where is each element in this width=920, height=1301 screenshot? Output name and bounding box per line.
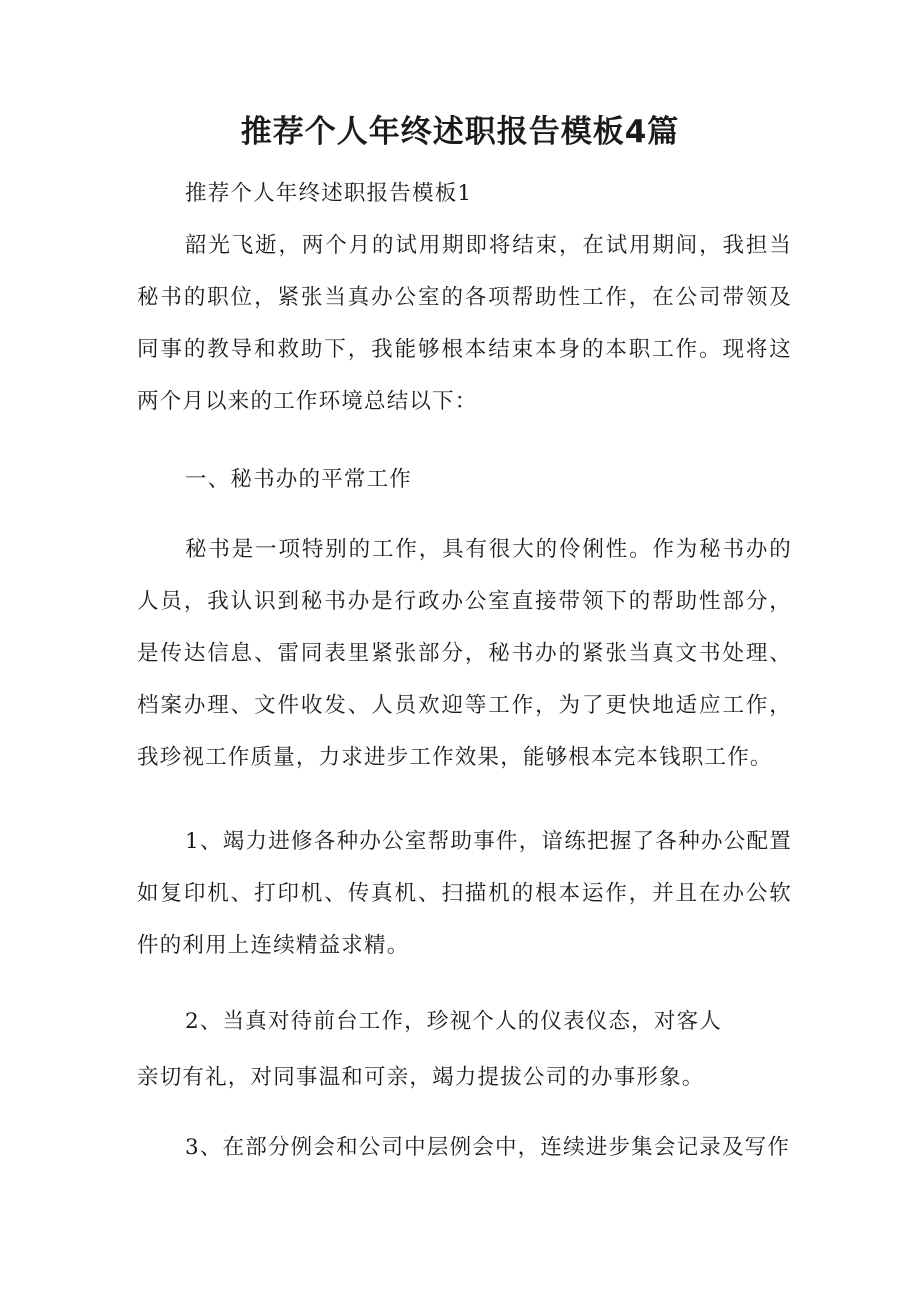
paragraph-item-3: 3、在部分例会和公司中层例会中，连续进步集会记录及写作 — [185, 1135, 791, 1160]
document-title: 推荐个人年终述职报告模板4篇 — [240, 114, 680, 150]
paragraph-item-2-continued: 亲切有礼，对同事温和可亲，竭力提拔公司的办事形象。 — [137, 1065, 705, 1090]
paragraph-heading-1: 一、秘书办的平常工作 — [185, 467, 413, 492]
paragraph-intro: 韶光飞逝，两个月的试用期即将结束，在试用期间，我担当秘书的职位，紧张当真办公室的各项帮助性工作，在公司带领及同事的教导和救助下，我能够根本结束本身的本职工作。现将这两个月以来的工作环境总结以下： — [137, 233, 792, 414]
paragraph-item-1: 1、竭力进修各种办公室帮助事件，谙练把握了各种办公配置如复印机、打印机、传真机、扫描机的根本运作，并且在办公软件的利用上连续精益求精。 — [137, 829, 792, 958]
paragraph-secretary: 秘书是一项特别的工作，具有很大的伶俐性。作为秘书办的人员，我认识到秘书办是行政办公室直接带领下的帮助性部分，是传达信息、雷同表里紧张部分，秘书办的紧张当真文书处理、档案办理、文件收发、人员欢迎等工作，为了更快地适应工作，我珍视工作质量，力求进步工作效果，能够根本完本钱职工作。 — [137, 537, 792, 770]
paragraph-item-2: 2、当真对待前台工作，珍视个人的仪表仪态，对客人 — [185, 1009, 722, 1034]
section-heading: 推荐个人年终述职报告模板1 — [185, 181, 473, 206]
